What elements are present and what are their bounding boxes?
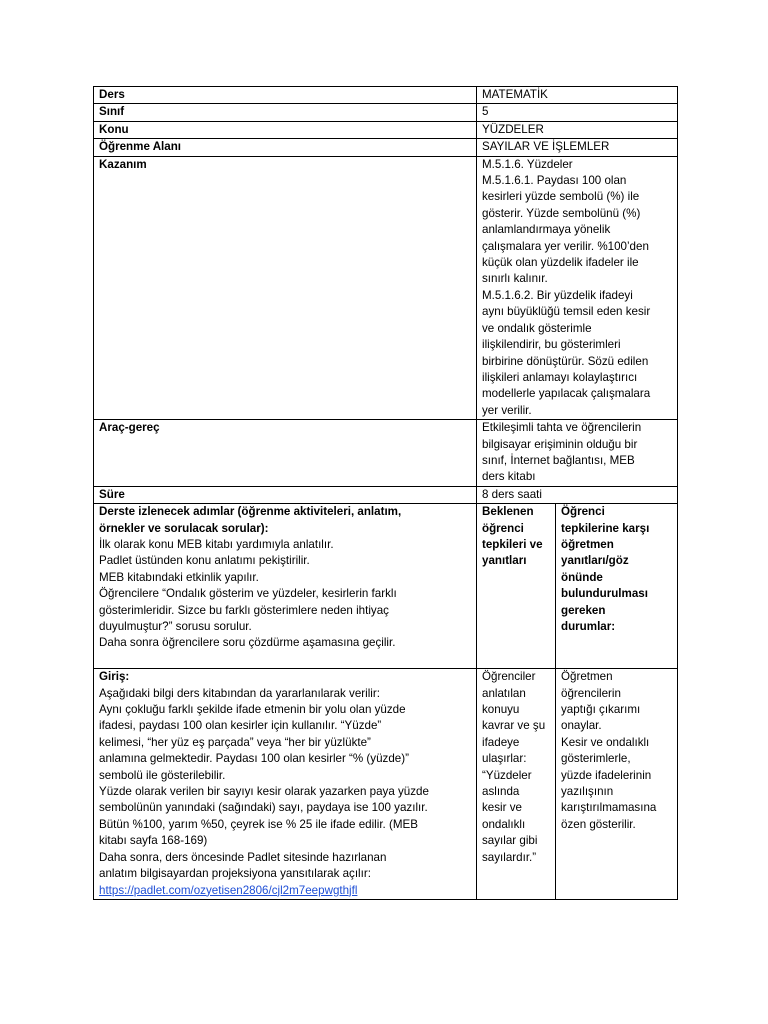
- value-kazanim: [477, 156, 678, 420]
- student-line: ifadeye: [482, 735, 520, 749]
- teacher-line: Kesir ve ondalıklı: [561, 735, 650, 749]
- giris-line: Aşağıdaki bilgi ders kitabından da yararlanılarak verilir:: [99, 686, 380, 700]
- arac-gerec-line: Etkileşimli tahta ve öğrencilerin: [482, 421, 642, 435]
- teacher-line: karıştırılmamasına: [561, 801, 657, 815]
- row-arac-gerec: [94, 420, 678, 487]
- student-line: ulaşırlar:: [482, 752, 527, 766]
- kazanim-line: M.5.1.6.2. Bir yüzdelik ifadeyi: [482, 288, 633, 302]
- value-arac-gerec: [477, 420, 678, 487]
- kazanim-line: ilişkilendirir, bu gösterimleri: [482, 338, 621, 352]
- kazanim-line: M.5.1.6.1. Paydası 100 olan: [482, 174, 627, 188]
- giris-line: ifadesi, paydası 100 olan kesirler için kullanılır. “Yüzde”: [99, 719, 382, 733]
- lesson-plan-table: [93, 86, 678, 900]
- arac-gerec-line: bilgisayar erişiminin olduğu bir: [482, 437, 638, 451]
- kazanim-line: küçük olan yüzdelik ifadeler ile: [482, 256, 639, 270]
- kazanim-line: aynı büyüklüğü temsil eden kesir: [482, 305, 651, 319]
- steps-line: Padlet üstünden konu anlatımı pekiştirilir.: [99, 554, 310, 568]
- teacher-line: öğrencilerin: [561, 686, 621, 700]
- giris-title: Giriş:: [99, 670, 130, 684]
- steps-line: MEB kitabındaki etkinlik yapılır.: [99, 570, 259, 584]
- teacher-line: gösterimlerle,: [561, 752, 631, 766]
- steps-header-line: Derste izlenecek adımlar (öğrenme aktiviteleri, anlatım,: [99, 505, 402, 519]
- student-line: kavrar ve şu: [482, 719, 546, 733]
- label-kazanim: Kazanım: [94, 156, 477, 420]
- student-line: konuyu: [482, 703, 520, 717]
- row-sure: [94, 486, 678, 503]
- student-line: Öğrenciler: [482, 670, 536, 684]
- student-line: sayılardır.”: [482, 850, 537, 864]
- padlet-link[interactable]: https://padlet.com/ozyetisen2806/cjl2m7eepwgthjfl: [99, 883, 358, 897]
- steps-header-line: örnekler ve sorulacak sorular):: [99, 521, 269, 535]
- steps-line: Öğrencilere “Ondalık gösterim ve yüzdeler, kesirlerin farklı: [99, 587, 397, 601]
- giris-line: kelimesi, “her yüz eş parçada” veya “her bir yüzlükte”: [99, 735, 371, 749]
- expected-responses-header: [477, 504, 556, 669]
- row-kazanim: [94, 156, 678, 420]
- expected-line: tepkileri ve: [482, 537, 543, 551]
- giris-line: kitabı sayfa 168-169): [99, 834, 208, 848]
- row-steps: [94, 504, 678, 669]
- giris-line: anlamına gelmektedir. Paydası 100 olan kesirler “% (yüzde)”: [99, 752, 409, 766]
- value-konu: YÜZDELER: [477, 121, 678, 138]
- teacher-header-line: durumlar:: [561, 620, 616, 633]
- giris-cell: [94, 669, 477, 900]
- kazanim-line: anlamlandırmaya yönelik: [482, 223, 611, 237]
- teacher-line: özen gösterilir.: [561, 817, 636, 831]
- giris-line: sembolünün yanındaki (sağındaki) sayı, paydaya ise 100 yazılır.: [99, 801, 428, 815]
- kazanim-line: modellerle yapılacak çalışmalara: [482, 387, 651, 401]
- value-sinif: 5: [477, 104, 678, 121]
- teacher-header-line: Öğrenci: [561, 505, 605, 519]
- teacher-responses-header: [556, 504, 678, 669]
- student-line: anlatılan: [482, 686, 526, 700]
- kazanim-line: yer verilir.: [482, 403, 532, 417]
- label-ogrenme-alani: Öğrenme Alanı: [94, 139, 477, 156]
- steps-line: gösterimleridir. Sizce bu farklı gösterimlere neden ihtiyaç: [99, 603, 389, 617]
- expected-line: yanıtları: [482, 554, 527, 568]
- kazanim-line: M.5.1.6. Yüzdeler: [482, 157, 573, 171]
- value-ders: MATEMATİK: [477, 87, 678, 104]
- student-line: ondalıklı: [482, 817, 526, 831]
- teacher-header-line: bulundurulması: [561, 587, 648, 601]
- row-ogrenme-alani: [94, 139, 678, 156]
- student-line: kesir ve: [482, 801, 522, 815]
- expected-line: Beklenen: [482, 505, 534, 519]
- kazanim-line: ve ondalık gösterimle: [482, 321, 592, 335]
- kazanim-line: birbirine dönüştürür. Sözü edilen: [482, 354, 649, 368]
- giris-line: Aynı çokluğu farklı şekilde ifade etmenin bir yolu olan yüzde: [99, 703, 406, 717]
- student-responses-cell: [477, 669, 556, 900]
- teacher-line: yaptığı çıkarımı: [561, 703, 641, 717]
- teacher-line: Öğretmen: [561, 670, 613, 684]
- steps-line: duyulmuştur?” sorusu sorulur.: [99, 620, 252, 633]
- giris-line: Bütün %100, yarım %50, çeyrek ise % 25 ile ifade edilir. (MEB: [99, 817, 418, 831]
- student-line: sayılar gibi: [482, 834, 538, 848]
- kazanim-line: ilişkileri anlamayı kolaylaştırıcı: [482, 370, 638, 384]
- label-ders: Ders: [94, 87, 477, 104]
- kazanim-line: kesirleri yüzde sembolü (%) ile: [482, 190, 640, 204]
- expected-line: öğrenci: [482, 521, 524, 535]
- student-line: aslında: [482, 785, 520, 799]
- arac-gerec-line: sınıf, İnternet bağlantısı, MEB: [482, 453, 635, 467]
- row-konu: [94, 121, 678, 138]
- student-line: “Yüzdeler: [482, 768, 532, 782]
- teacher-header-line: yanıtları/göz: [561, 554, 629, 568]
- arac-gerec-line: ders kitabı: [482, 470, 536, 484]
- giris-line: Daha sonra, ders öncesinde Padlet sitesinde hazırlanan: [99, 850, 387, 864]
- spacer: [99, 652, 471, 668]
- giris-line: Yüzde olarak verilen bir sayıyı kesir olarak yazarken paya yüzde: [99, 785, 429, 799]
- value-sure: 8 ders saati: [477, 486, 678, 503]
- teacher-header-line: gereken: [561, 603, 606, 617]
- steps-line: Daha sonra öğrencilere soru çözdürme aşamasına geçilir.: [99, 636, 396, 650]
- teacher-line: yüzde ifadelerinin: [561, 768, 652, 782]
- steps-cell: [94, 504, 477, 669]
- kazanim-line: sınırlı kalınır.: [482, 272, 548, 286]
- teacher-header-line: tepkilerine karşı: [561, 521, 650, 535]
- label-sure: Süre: [94, 486, 477, 503]
- row-sinif: [94, 104, 678, 121]
- row-ders: [94, 87, 678, 104]
- teacher-header-line: öğretmen: [561, 537, 614, 551]
- label-konu: Konu: [94, 121, 477, 138]
- steps-line: İlk olarak konu MEB kitabı yardımıyla anlatılır.: [99, 537, 334, 551]
- teacher-line: onaylar.: [561, 719, 602, 733]
- teacher-line: yazılışının: [561, 785, 614, 799]
- kazanim-line: çalışmalara yer verilir. %100’den: [482, 239, 649, 253]
- kazanim-line: gösterir. Yüzde sembolünü (%): [482, 206, 641, 220]
- teacher-header-line: önünde: [561, 570, 603, 584]
- label-arac-gerec: Araç-gereç: [94, 420, 477, 487]
- giris-line: sembolü ile gösterilebilir.: [99, 768, 226, 782]
- giris-line: anlatım bilgisayardan projeksiyona yansıtılarak açılır:: [99, 867, 371, 881]
- label-sinif: Sınıf: [94, 104, 477, 121]
- row-giris: [94, 669, 678, 900]
- teacher-responses-cell: [556, 669, 678, 900]
- value-ogrenme-alani: SAYILAR VE İŞLEMLER: [477, 139, 678, 156]
